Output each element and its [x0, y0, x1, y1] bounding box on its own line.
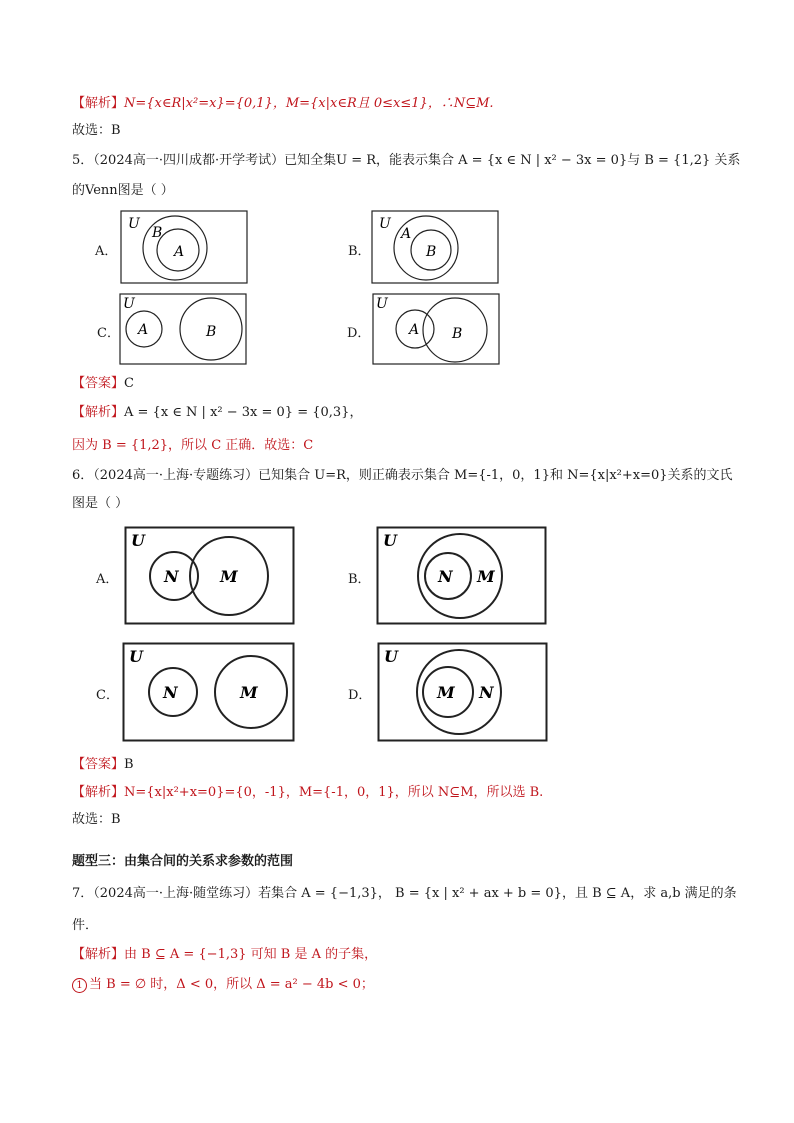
- q6-option-a-label: A．: [96, 572, 119, 587]
- right-set-label: M: [240, 683, 258, 702]
- q5-venn-a: [120, 210, 248, 284]
- q6-venn-a: [124, 526, 296, 626]
- left-set-label: A: [138, 322, 149, 338]
- universe-label: U: [376, 296, 388, 312]
- inner-set-label: M: [437, 683, 455, 702]
- analysis-text: N={x|x²+x=0}={0，-1}，M={-1，0，1}，所以 N⊆M，所以选 B.: [124, 785, 544, 800]
- top-answer: 故选：B: [72, 123, 121, 138]
- right-set-label: B: [452, 326, 463, 342]
- analysis-tag: 【解析】: [72, 785, 125, 800]
- q6-venn-b: [376, 526, 548, 626]
- q7-stem-line1: 7．（2024高一·上海·随堂练习）若集合 A = {−1,3}， B = {x | x² + ax + b = 0}，且 B ⊆ A，求 a,b 满足的条: [72, 886, 737, 901]
- case-number-badge: 1: [72, 978, 87, 993]
- left-set-label: N: [163, 683, 178, 702]
- q6-option-c-label: C．: [96, 688, 119, 703]
- analysis-tag: 【解析】: [72, 96, 125, 111]
- q6-stem-line2: 图是（ ）: [72, 496, 129, 511]
- universe-label: U: [131, 531, 145, 550]
- q6-answer: [72, 756, 134, 774]
- q5-option-c-label: C．: [97, 326, 120, 341]
- analysis-tag: 【解析】: [72, 405, 125, 420]
- q6-option-b-label: B．: [348, 572, 371, 587]
- section-title: 题型三：由集合间的关系求参数的范围: [72, 854, 294, 869]
- q5-stem-line2: 的Venn图是（ ）: [72, 183, 174, 198]
- analysis-text: 由 B ⊆ A = {−1,3} 可知 B 是 A 的子集，: [124, 947, 378, 962]
- outer-set-label: B: [152, 225, 163, 241]
- q5-stem-line1: 5．（2024高一·四川成都·开学考试）已知全集U = R，能表示集合 A = {x ∈ N | x² − 3x = 0}与 B = {1,2} 关系: [72, 153, 741, 168]
- q7-analysis-line2: [72, 976, 374, 994]
- top-analysis: [72, 95, 494, 113]
- q6-analysis: [72, 784, 543, 802]
- left-set-label: A: [409, 322, 420, 338]
- q5-option-a-label: A．: [95, 244, 118, 259]
- q7-analysis-line1: [72, 946, 377, 964]
- answer-tag: 【答案】: [72, 376, 125, 391]
- universe-label: U: [129, 647, 143, 666]
- outer-set-label: M: [477, 567, 495, 586]
- q6-stem-line1: 6．（2024高一·上海·专题练习）已知集合 U=R，则正确表示集合 M={-1，0，1}和 N={x|x²+x=0}关系的文氏: [72, 468, 733, 483]
- outer-set-label: N: [479, 683, 494, 702]
- universe-label: U: [383, 531, 397, 550]
- answer-value: B: [124, 757, 134, 772]
- universe-label: U: [123, 296, 135, 312]
- q6-venn-c: [122, 642, 296, 743]
- right-set-label: B: [206, 324, 217, 340]
- q5-analysis-line2: 因为 B = {1,2}，所以 C 正确．故选：C: [72, 438, 314, 453]
- q5-venn-d: [372, 293, 500, 365]
- outer-set-label: A: [401, 226, 412, 242]
- q5-option-d-label: D．: [347, 326, 371, 341]
- q5-answer: [72, 375, 134, 393]
- left-set-label: N: [164, 567, 179, 586]
- inner-set-label: N: [438, 567, 453, 586]
- q5-option-b-label: B．: [348, 244, 371, 259]
- q5-venn-b: [371, 210, 499, 284]
- q6-venn-d: [377, 642, 549, 743]
- analysis-text: A = {x ∈ N | x² − 3x = 0} = {0,3}，: [124, 405, 363, 420]
- universe-label: U: [384, 647, 398, 666]
- universe-label: U: [128, 216, 140, 232]
- q5-analysis-line1: [72, 404, 362, 422]
- q6-option-d-label: D．: [348, 688, 372, 703]
- q7-stem-line2: 件．: [72, 918, 99, 933]
- answer-value: C: [124, 376, 134, 391]
- answer-tag: 【答案】: [72, 757, 125, 772]
- inner-set-label: B: [426, 244, 437, 260]
- q6-final-answer: 故选：B: [72, 812, 121, 827]
- inner-set-label: A: [174, 244, 185, 260]
- universe-label: U: [379, 216, 391, 232]
- analysis-text: N={x∈R|x²=x}={0,1}，M={x|x∈R且 0≤x≤1}，∴N⊆M.: [124, 96, 494, 111]
- q5-venn-c: [119, 293, 247, 365]
- right-set-label: M: [220, 567, 238, 586]
- analysis-tag: 【解析】: [72, 947, 125, 962]
- case-text: 当 B = ∅ 时，Δ < 0，所以 Δ = a² − 4b < 0；: [89, 977, 374, 992]
